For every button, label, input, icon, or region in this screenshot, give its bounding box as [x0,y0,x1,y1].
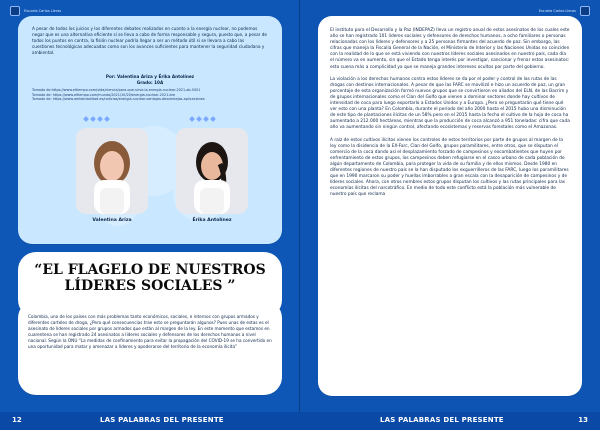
name-valentina: Valentina Ariza [92,218,132,223]
article-paragraph: Colombia, uno de los países con más problemas tanto económicos, sociales, e internos con grupos armados y diferentes carteles de droga, ¿Pero qué consecuencias trae esto se preguntarán algunos? Pues unas de estas es el asesinato de líderes sociales por grupos armados que están al margen de la ley. En este momento que estamos en cuarentena se han registrado 24 asesinatos a líderes sociales y defensores de los derechos humanos a nivel nacional. Según la ONU “La medidas de confinamiento para evitar la propagación del COVID-19 se ha convertido en una oportunidad para matar y amenazar a líderes y apoderarse del territorio de la economía ilícita” [28,314,272,349]
portrait-erika [176,128,248,214]
person-photo-icon [176,128,248,214]
article-paragraph: La violación a los derechos humanos contra estos líderes se da por el poder y control de las rutas de las drogas con destinos internacionales. A pesar de que las FARC se movilizó e hizo un acuerdo de paz, un gran porcentaje de esta organización formó nuevos grupos que se convirtieron en aliados del ELN, de las Bacrim y de grupos internacionales como el Clan del Golfo que vienen a dominar sectores donde hay cultivos de intensidad de coca para luego exportarlo a Estados Unidos y a Europa. ¿Pero se preguntarán qué tiene qué ver esto con una planta? En Colombia, durante el periodo del año 2000 hasta el 2015 hubo una disminución de este tipo de plantaciones ilícitas de un 58% pero en el 2015 hasta la fecha el cultivo de la hoja de coca ha aumentado a 212.000 hectáreas, mientras que la producción de coca alcanzó a 951 toneladas: cifra que cada año va aumentando sin ningún control, afectando ecosistemas y reservas forestales como el Amazonas. [330,76,570,131]
school-logo-icon [580,6,590,16]
left-page-mark: Escuela Carlos Lleras [10,6,61,16]
portrait-valentina [76,128,148,214]
byline: Por: Valentina Ariza y Érika Antolínez [105,74,195,79]
article-paragraph: El instituto para el Desarrollo y la Paz (INDEPAZ) lleva un registro anual de estos asesinatos de los cuales este año se han registrado 101 líderes sociales y defensores de derechos humanos, a ocho familiares o personas relacionadas con los líderes y defensores y a 25 personas firmantes del acuerdo de paz. Sin embargo, las cifras que maneja la Fiscalía General de la Nación, el Ministerio de Interior y las Naciones Unidas no coinciden con la realidad de lo que se está viviendo con nuestros líderes sociales asesinados en nuestro país, cada día el número va en aumento, sin que el Estado tenga interés por investigar, sancionar y frenar estos asesinatos: esto suena más a complicidad ya que se maneja grandes intereses ocultos por parte del gobierno. [330,28,570,70]
source-link[interactable]: Tomado de: https://www.ambientalidad.es/noticias/energia-nuclear-ventajas-desventajas-aplicaciones [32,97,205,102]
page-footer [0,412,600,430]
article-title: “EL FLAGELO DE NUESTROS LÍDERES SOCIALES ” [34,262,266,294]
grade-label: Grado: 10A [136,80,164,85]
right-page-mark: Escuela Carlos Lleras [539,6,590,16]
sources-list [32,88,268,102]
page-number-right: 13 [578,416,588,424]
school-logo-icon [10,6,20,16]
right-article-text [330,28,570,204]
right-page [300,0,600,430]
footer-heading-left: LAS PALABRAS DEL PRESENTE [100,416,224,424]
article-paragraph: A raíz de estos cultivos ilícitos vienen los controles de estos territorios por parte de grupos al margen de la ley como la disidencia de la EX-Farc, Clan del Golfo, grupos paramilitares, entre otros, que se disputan el comercio de la coca dando así el desplazamiento forzado de campesinos y excombatientes que huyen por enfrentamiento de estos grupos, los campesinos deben refugiarse en el casco urbano de cada población de algún departamento de Colombia, para proteger la vida de su familia y de ellos mismos. Desde 1980 en diferentes regiones de nuestro país se la han disputado los exguerrilleros de las FARC, luego los paramilitares que en 1990 marcaron su poder y huellas imborrables a gran escala con la desaparición de campesinos y de líderes sociales. Ahora, con otros nombres estos grupos disputan los cultivos y las rutas principales para las economías ilícitas del narcotráfico. En medio de todo este conflicto está la población más vulnerable de nuestro país que reclama [330,137,569,198]
page-number-left: 12 [12,416,22,424]
decor-zigzag-left [84,114,116,124]
article-conclusion: A pesar de todos los juicios y los diferentes debates realizados en cuanto a la energía nuclear, no podemos negar que es una alternativa eficiente si se lleva a cabo de forma responsable y segura, puesto que, a pesar de todos los puntos en contra, la fisión nuclear podría llegar a ser un método útil si se llevara a cabo las cuestiones tecnológicas adecuadas como son los avances suficientes para mantener la seguridad ciudadana y ambiental. [32,26,267,55]
article-body [28,314,272,350]
decor-zigzag-right [190,114,222,124]
source-link[interactable]: Tomado de: https://www.eltiempo.com/mundo/2021/10/20/energia-nuclear-2021-bre [32,92,176,97]
footer-heading-right: LAS PALABRAS DEL PRESENTE [380,416,504,424]
person-photo-icon [76,128,148,214]
name-erika: Érika Antolínez [192,218,232,223]
source-link[interactable]: Tomado de:https://www.eltiempo.com/vida/ciencia/para-que-sirve-la-energia-nuclear-2021-ab-5001 [32,88,201,92]
